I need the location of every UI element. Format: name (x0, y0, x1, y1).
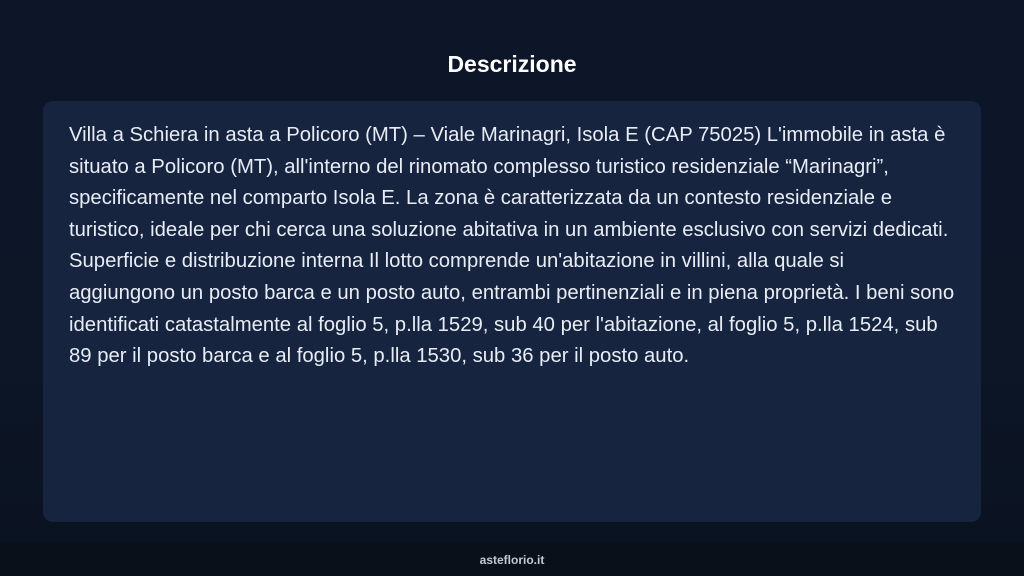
footer-brand: asteflorio.it (479, 553, 545, 567)
description-card (43, 101, 981, 522)
description-text: Villa a Schiera in asta a Policoro (MT) – Viale Marinagri, Isola E (CAP 75025) L'immobile in asta è situato a Policoro (MT), all'interno del rinomato complesso turistico residenziale “Marinagri”, specificamente nel comparto Isola E. La zona è caratterizzata da un contesto residenziale e turistico, ideale per chi cerca una soluzione abitativa in un ambiente esclusivo con servizi dedicati. Superficie e distribuzione interna Il lotto comprende un'abitazione in villini, alla quale si aggiungono un posto barca e un posto auto, entrambi pertinenziali e in piena proprietà. I beni sono identificati catastalmente al foglio 5, p.lla 1529, sub 40 per l'abitazione, al foglio 5, p.lla 1524, sub 89 per il posto barca e al foglio 5, p.lla 1530, sub 36 per il posto auto. (69, 124, 955, 368)
page-title: Descrizione (447, 51, 577, 77)
